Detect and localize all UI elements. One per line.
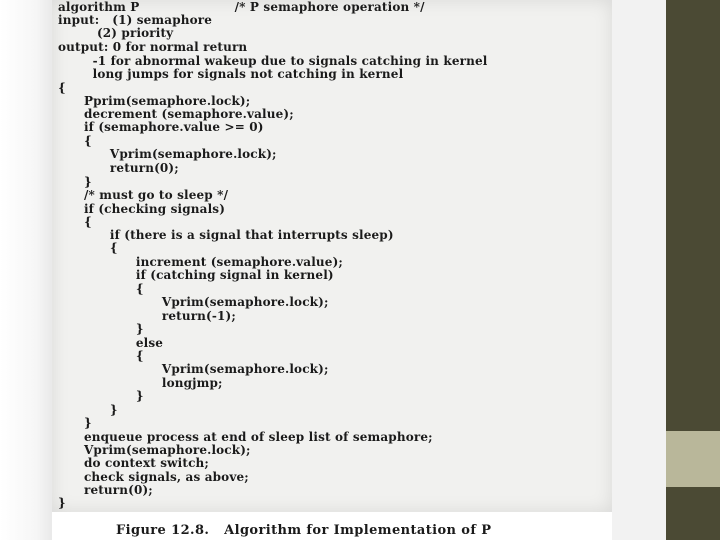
code-line: } bbox=[58, 389, 144, 403]
code-line: Pprim(semaphore.lock); bbox=[58, 94, 251, 108]
code-line: else bbox=[58, 336, 164, 350]
code-line: { bbox=[58, 134, 92, 148]
code-line: return(0); bbox=[58, 161, 179, 175]
code-line: increment (semaphore.value); bbox=[58, 255, 343, 269]
code-line: -1 for abnormal wakeup due to signals catching in kernel bbox=[58, 54, 488, 68]
code-line: { bbox=[58, 349, 144, 363]
code-line: output: 0 for normal return bbox=[58, 40, 248, 54]
code-line: } bbox=[58, 416, 92, 430]
code-line: (2) priority bbox=[58, 26, 174, 40]
code-line: Vprim(semaphore.lock); bbox=[58, 295, 329, 309]
code-line: if (checking signals) bbox=[58, 202, 226, 216]
code-line: longjmp; bbox=[58, 376, 223, 390]
code-line: } bbox=[58, 322, 144, 336]
code-line: check signals, as above; bbox=[58, 470, 249, 484]
code-line: algorithm P /* P semaphore operation */ bbox=[58, 0, 425, 14]
code-line: long jumps for signals not catching in kernel bbox=[58, 67, 404, 81]
code-line: } bbox=[58, 496, 66, 510]
code-line: { bbox=[58, 215, 92, 229]
code-line: if (catching signal in kernel) bbox=[58, 268, 334, 282]
code-line: } bbox=[58, 403, 118, 417]
decorative-side-bar-accent bbox=[666, 431, 720, 487]
slide-right-margin bbox=[612, 0, 666, 540]
code-line: Vprim(semaphore.lock); bbox=[58, 443, 251, 457]
scanned-figure bbox=[52, 0, 612, 512]
code-line: { bbox=[58, 81, 66, 95]
decorative-side-bar-top bbox=[666, 0, 720, 431]
code-line: } bbox=[58, 175, 92, 189]
code-line: do context switch; bbox=[58, 456, 209, 470]
code-line: Vprim(semaphore.lock); bbox=[58, 362, 329, 376]
code-line: Vprim(semaphore.lock); bbox=[58, 147, 277, 161]
code-line: /* must go to sleep */ bbox=[58, 188, 229, 202]
code-line: if (there is a signal that interrupts sleep) bbox=[58, 228, 394, 242]
code-line: return(-1); bbox=[58, 309, 236, 323]
code-line: decrement (semaphore.value); bbox=[58, 107, 294, 121]
code-line: { bbox=[58, 241, 118, 255]
code-line: { bbox=[58, 282, 144, 296]
figure-caption: Figure 12.8. Algorithm for Implementation of P bbox=[116, 523, 492, 538]
decorative-side-bar-bottom bbox=[666, 487, 720, 540]
code-line: input: (1) semaphore bbox=[58, 13, 213, 27]
code-line: return(0); bbox=[58, 483, 153, 497]
code-line: if (semaphore.value >= 0) bbox=[58, 120, 264, 134]
code-line: enqueue process at end of sleep list of semaphore; bbox=[58, 430, 433, 444]
page-left-margin bbox=[0, 0, 52, 540]
